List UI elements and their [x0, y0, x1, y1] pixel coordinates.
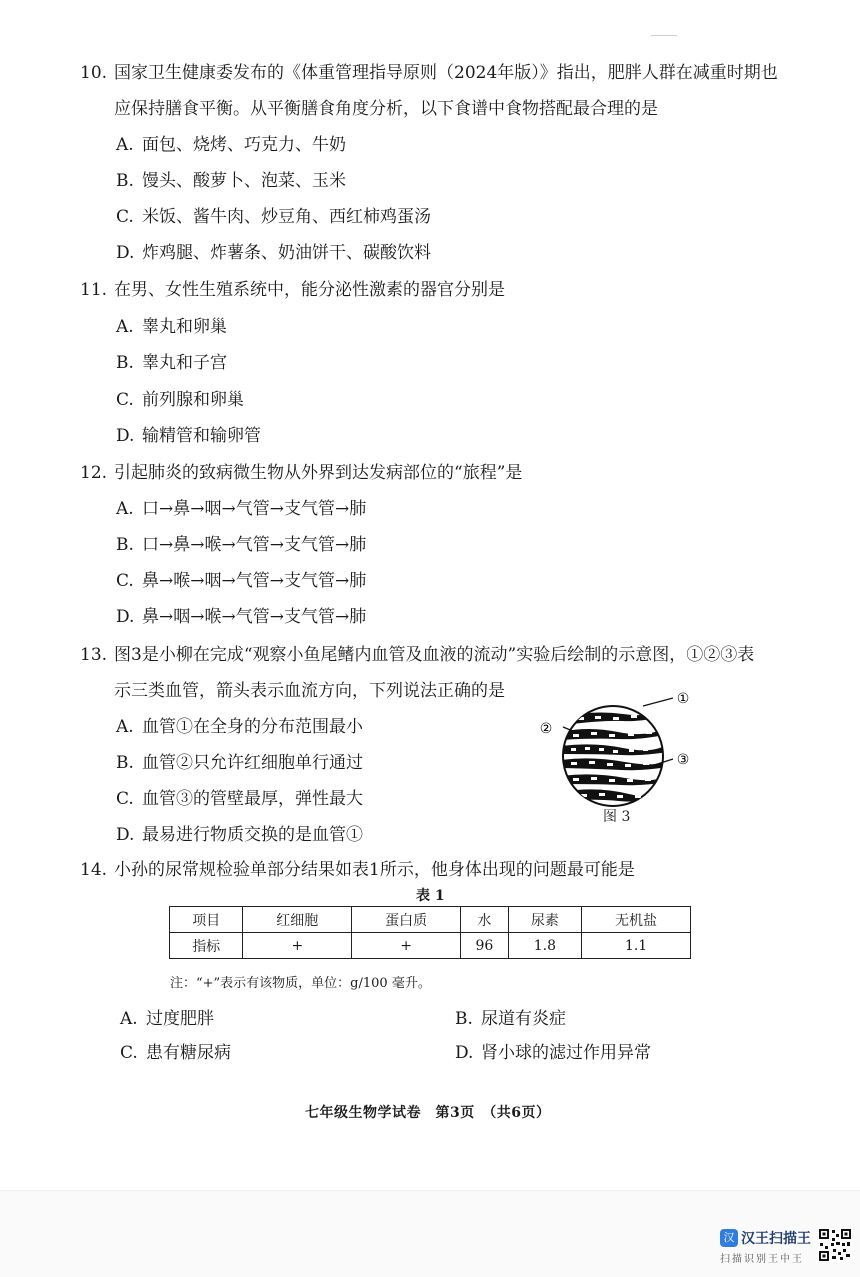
option: D. 炸鸡腿、炸薯条、奶油饼干、碳酸饮料: [116, 243, 431, 263]
option: B. 口→鼻→喉→气管→支气管→肺: [116, 535, 367, 555]
urine-test-table: [169, 906, 691, 959]
label-vessel-1: ①: [676, 691, 690, 707]
question-13-line1: [80, 644, 754, 666]
question-11: [80, 279, 505, 301]
question-10-line1: [80, 62, 778, 84]
question-10-line2: 应保持膳食平衡。从平衡膳食角度分析，以下食谱中食物搭配最合理的是: [114, 99, 658, 119]
option: C. 患有糖尿病: [120, 1043, 231, 1063]
question-number: 14.: [80, 860, 108, 880]
option: D. 肾小球的滤过作用异常: [455, 1043, 651, 1063]
table-cell: 1.1: [582, 933, 691, 959]
option: A. 睾丸和卵巢: [116, 317, 227, 337]
question-text: 引起肺炎的致病微生物从外界到达发病部位的“旅程”是: [114, 463, 523, 483]
table-cell: +: [352, 933, 461, 959]
table-header-cell: 红细胞: [243, 907, 352, 933]
table-cell: 96: [461, 933, 509, 959]
scanner-logo-icon: 汉: [720, 1229, 738, 1247]
table-note: 注：“+”表示有该物质，单位：g/100 毫升。: [170, 976, 431, 991]
scanner-slogan: 扫描识别王中王: [720, 1254, 804, 1265]
option: A. 血管①在全身的分布范围最小: [116, 717, 363, 737]
option: D. 输精管和输卵管: [116, 426, 261, 446]
table-title: 表 1: [416, 888, 445, 904]
option: B. 尿道有炎症: [455, 1009, 566, 1029]
top-mark: [651, 35, 677, 36]
table-row: [170, 933, 691, 959]
question-12: [80, 462, 522, 484]
question-text: 在男、女性生殖系统中，能分泌性激素的器官分别是: [114, 280, 505, 300]
option: A. 口→鼻→咽→气管→支气管→肺: [116, 499, 367, 519]
table-header-cell: 尿素: [508, 907, 581, 933]
question-text: 图3是小柳在完成“观察小鱼尾鳍内血管及血液的流动”实验后绘制的示意图，①②③表: [114, 645, 755, 665]
question-number: 12.: [80, 463, 108, 483]
question-14: [80, 859, 635, 881]
option: B. 馒头、酸萝卜、泡菜、玉米: [116, 171, 346, 191]
table-cell: 指标: [170, 933, 243, 959]
table-cell: +: [243, 933, 352, 959]
scanner-name: 汉王扫描王: [741, 1231, 811, 1247]
option: C. 鼻→喉→咽→气管→支气管→肺: [116, 571, 367, 591]
option: D. 最易进行物质交换的是血管①: [116, 825, 363, 845]
table-header-cell: 蛋白质: [352, 907, 461, 933]
page-footer: 七年级生物学试卷 第3页 （共6页）: [305, 1105, 551, 1121]
question-number: 11.: [80, 280, 108, 300]
option: A. 过度肥胖: [120, 1009, 214, 1029]
option: C. 米饭、酱牛肉、炒豆角、西红柿鸡蛋汤: [116, 207, 431, 227]
question-text: 小孙的尿常规检验单部分结果如表1所示，他身体出现的问题最可能是: [114, 860, 635, 880]
table-header-cell: 无机盐: [582, 907, 691, 933]
question-number: 10.: [80, 63, 108, 83]
figure-caption: 图 3: [603, 809, 631, 825]
option: C. 血管③的管壁最厚，弹性最大: [116, 789, 363, 809]
table-cell: 1.8: [508, 933, 581, 959]
option: C. 前列腺和卵巢: [116, 390, 244, 410]
question-text: 国家卫生健康委发布的《体重管理指导原则（2024年版）》指出，肥胖人群在减重时期也: [114, 63, 778, 83]
option: D. 鼻→咽→喉→气管→支气管→肺: [116, 607, 367, 627]
label-vessel-3: ③: [676, 752, 690, 768]
table-header-cell: 项目: [170, 907, 243, 933]
table-header-row: [170, 907, 691, 933]
option: A. 面包、烧烤、巧克力、牛奶: [116, 135, 346, 155]
question-number: 13.: [80, 645, 108, 665]
label-vessel-2: ②: [539, 721, 553, 737]
table-header-cell: 水: [461, 907, 509, 933]
option: B. 血管②只允许红细胞单行通过: [116, 753, 363, 773]
qr-code-icon: [818, 1228, 852, 1262]
question-13-line2: 示三类血管，箭头表示血流方向，下列说法正确的是: [114, 681, 505, 701]
option: B. 睾丸和子宫: [116, 353, 227, 373]
